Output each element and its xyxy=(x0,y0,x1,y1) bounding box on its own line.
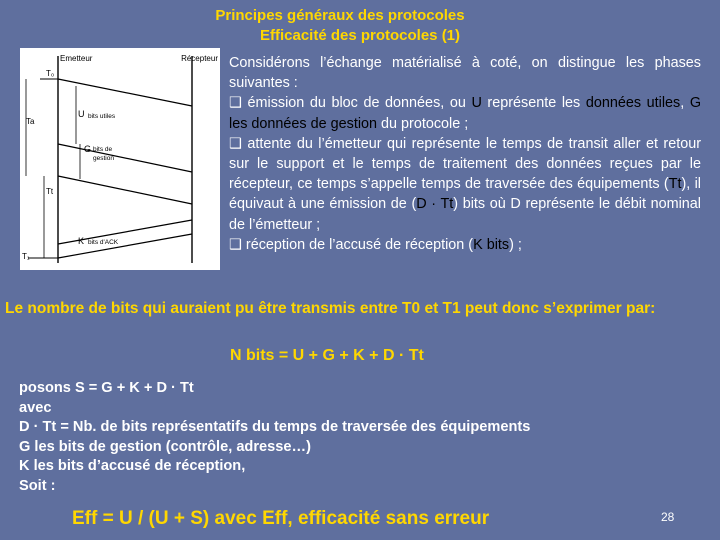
t0-label: T₀ xyxy=(46,69,55,78)
checkbox-bullet-icon: ❑ xyxy=(229,95,248,112)
b1-u: U xyxy=(471,95,482,112)
definition-line: D · Tt = Nb. de bits représentatifs du temps de traversée des équipements xyxy=(19,419,531,436)
u-sub: bits utiles xyxy=(88,113,116,120)
definition-line: G les bits de gestion (contrôle, adresse…) xyxy=(19,438,311,455)
k-sub: bits d'ACK xyxy=(88,239,119,246)
bullet-ack xyxy=(229,235,701,255)
b3-pre: réception de l’accusé de réception ( xyxy=(245,236,474,253)
b1-mid: représente les xyxy=(481,95,586,112)
formula-efficiency: Eff = U / (U + S) avec Eff, efficacité sans erreur xyxy=(72,508,490,529)
checkbox-bullet-icon: ❑ xyxy=(229,236,246,253)
definition-line: posons S = G + K + D · Tt xyxy=(19,380,194,396)
b1-pre: émission du bloc de données, ou xyxy=(247,95,472,112)
b2-pre: attente du l’émetteur qui représente le temps de transit aller et retour sur le support et le temps de traitement des données reçues par le récepteur, ce temps s’appelle temps de traversée des équipements ( xyxy=(229,135,701,193)
formula-nbits: N bits = U + G + K + D · Tt xyxy=(230,347,424,364)
bullet-emission xyxy=(229,93,701,133)
b1-g: G les données de gestion xyxy=(229,95,702,132)
b1-post: du protocole ; xyxy=(377,115,469,132)
tt-label: Tt xyxy=(46,187,54,196)
g-sub-2: gestion xyxy=(93,155,114,162)
t1-label: T₁ xyxy=(22,252,30,261)
receiver-label: Récepteur xyxy=(181,54,218,63)
slide-subtitle: Efficacité des protocoles (1) xyxy=(259,27,461,44)
bullet-wait xyxy=(229,134,701,235)
b1-useful-data: données utiles xyxy=(585,95,681,112)
slide-title: Principes généraux des protocoles xyxy=(215,7,465,24)
u-end-arrow xyxy=(58,144,192,172)
emitter-label: Emetteur xyxy=(60,54,93,63)
exchange-diagram-svg xyxy=(20,48,220,270)
g-end-arrow xyxy=(58,176,192,204)
u-start-arrow xyxy=(58,79,192,106)
b2-mid: ), il équivaut à une émission de ( xyxy=(229,176,702,213)
intro-line: Considérons l’échange matérialisé à coté, on distingue les phases suivantes : xyxy=(229,55,701,92)
b2-tt: Tt xyxy=(668,176,682,193)
b1-comma: , xyxy=(680,95,690,112)
checkbox-bullet-icon: ❑ xyxy=(229,135,248,152)
b3-post: ) ; xyxy=(509,236,522,253)
k-label: K xyxy=(78,236,85,246)
b2-dtt: D · Tt xyxy=(416,196,454,213)
page-number: 28 xyxy=(661,510,675,524)
b3-k: K bits xyxy=(473,236,510,253)
b2-post: ) bits où D représente le débit nominal de l’émetteur ; xyxy=(229,196,701,233)
conclusion-text: Le nombre de bits qui auraient pu être transmis entre T0 et T1 peut donc s’exprimer par: xyxy=(5,300,656,317)
definition-line: avec xyxy=(19,399,52,416)
definition-line: K les bits d’accusé de réception, xyxy=(19,458,246,475)
g-label: G xyxy=(84,144,92,154)
g-sub-1: bits de xyxy=(93,146,113,153)
phase-description xyxy=(229,53,701,255)
definition-line: Soit : xyxy=(19,477,56,494)
definitions-block xyxy=(19,379,709,497)
ta-label: Ta xyxy=(26,117,35,126)
u-label: U xyxy=(78,109,85,119)
exchange-diagram xyxy=(20,48,220,270)
